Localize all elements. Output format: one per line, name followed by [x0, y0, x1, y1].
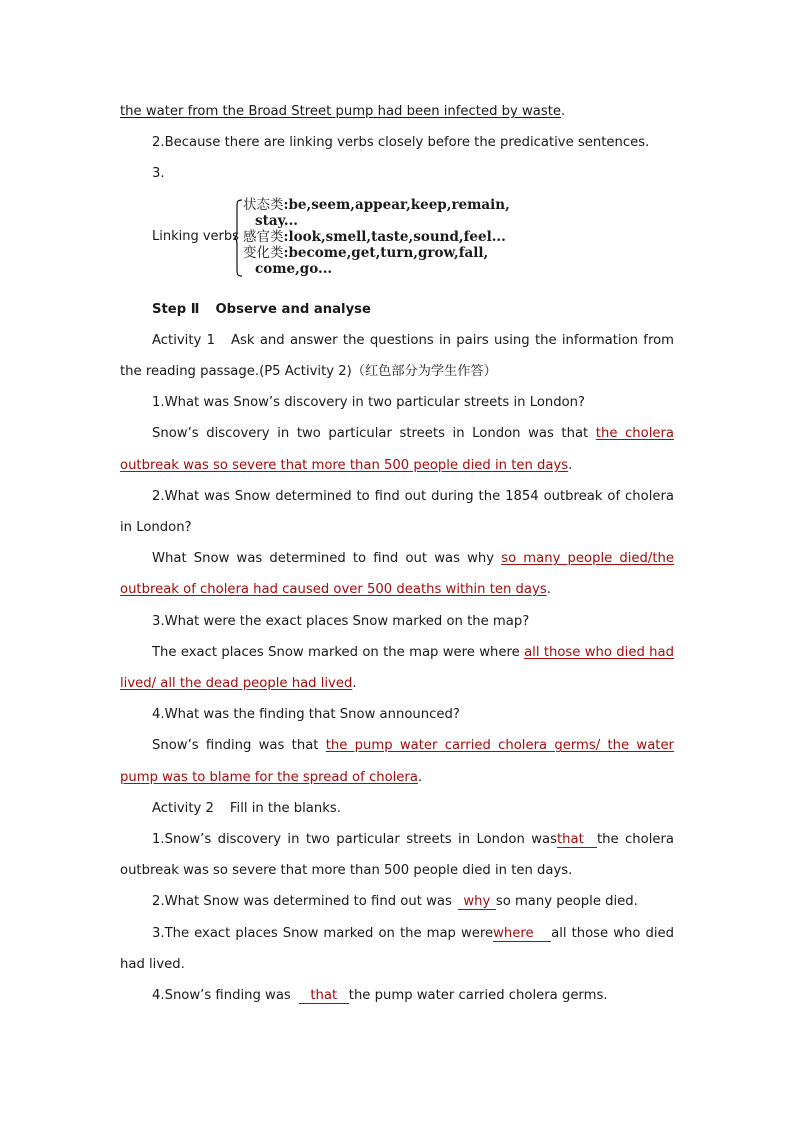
activity-1-instruction-cont: the reading passage.(P5 Activity 2)（红色部分为学生作答）: [120, 364, 497, 379]
intro-item-2: 2.Because there are linking verbs closely before the predicative sentences.: [152, 135, 650, 150]
student-answer: outbreak of cholera had caused over 500 deaths within ten days: [120, 582, 547, 597]
answer-4-line-2: pump was to blame for the spread of cholera.: [120, 770, 423, 785]
question-4: 4.What was the finding that Snow announced?: [152, 707, 460, 722]
answer-1-line-1: Snow’s discovery in two particular streets in London was that the cholera: [152, 426, 674, 441]
question-2-line-2: in London?: [120, 520, 192, 535]
change-verbs-continued: come,go...: [255, 261, 333, 277]
student-answer: lived/ all the dead people had lived: [120, 676, 353, 691]
blank-item-3-line-1: 3.The exact places Snow marked on the map werewhere all those who died: [152, 926, 674, 941]
blank-item-2: 2.What Snow was determined to find out was why so many people died.: [152, 894, 638, 909]
blank-answer: where: [493, 926, 551, 942]
step-2-heading: Step Ⅱ Observe and analyse: [152, 302, 371, 317]
activity-1-instruction: Activity 1 Ask and answer the questions in pairs using the information from: [152, 333, 674, 348]
state-verbs-line: 状态类:be,seem,appear,keep,remain,: [243, 197, 510, 213]
answer-3-line-2: lived/ all the dead people had lived.: [120, 676, 357, 691]
left-brace-icon: [233, 199, 243, 277]
intro-line-1: the water from the Broad Street pump had been infected by waste.: [120, 104, 566, 119]
question-1: 1.What was Snow’s discovery in two particular streets in London?: [152, 395, 586, 410]
student-answer: pump was to blame for the spread of cholera: [120, 770, 418, 785]
sense-verbs-line: 感官类:look,smell,taste,sound,feel...: [243, 229, 506, 245]
intro-item-3: 3.: [152, 166, 165, 181]
blank-answer: that: [557, 832, 597, 848]
activity-2-instruction: Activity 2 Fill in the blanks.: [152, 801, 341, 816]
student-answer: the cholera: [595, 426, 674, 441]
blank-answer: that: [299, 988, 349, 1004]
answer-2-line-2: outbreak of cholera had caused over 500 deaths within ten days.: [120, 582, 551, 597]
student-answer: so many people died/the: [501, 551, 674, 566]
student-answer: the pump water carried cholera germs/ the water: [325, 738, 674, 753]
blank-item-1-line-1: 1.Snow’s discovery in two particular streets in London wasthat the cholera: [152, 832, 674, 847]
blank-item-3-line-2: had lived.: [120, 957, 185, 972]
answer-2-line-1: What Snow was determined to find out was why so many people died/the: [152, 551, 674, 566]
blank-item-4: 4.Snow’s finding was that the pump water carried cholera germs.: [152, 988, 608, 1003]
answer-3-line-1: The exact places Snow marked on the map were where all those who died had: [152, 645, 674, 660]
question-2-line-1: 2.What was Snow determined to find out during the 1854 outbreak of cholera: [152, 489, 674, 504]
answer-4-line-1: Snow’s finding was that the pump water carried cholera germs/ the water: [152, 738, 674, 753]
student-answer: outbreak was so severe that more than 500 people died in ten days: [120, 458, 569, 473]
intro-underlined-text: the water from the Broad Street pump had been infected by waste: [120, 104, 562, 119]
linking-verbs-label: Linking verbs: [152, 229, 239, 244]
change-verbs-line: 变化类:become,get,turn,grow,fall,: [243, 245, 489, 261]
question-3: 3.What were the exact places Snow marked on the map?: [152, 614, 530, 629]
blank-answer: why: [458, 894, 496, 910]
state-verbs-continued: stay...: [255, 213, 298, 229]
blank-item-1-line-2: outbreak was so severe that more than 500 people died in ten days.: [120, 863, 573, 878]
answer-1-line-2: outbreak was so severe that more than 500 people died in ten days.: [120, 458, 573, 473]
student-answer: all those who died had: [524, 645, 674, 660]
